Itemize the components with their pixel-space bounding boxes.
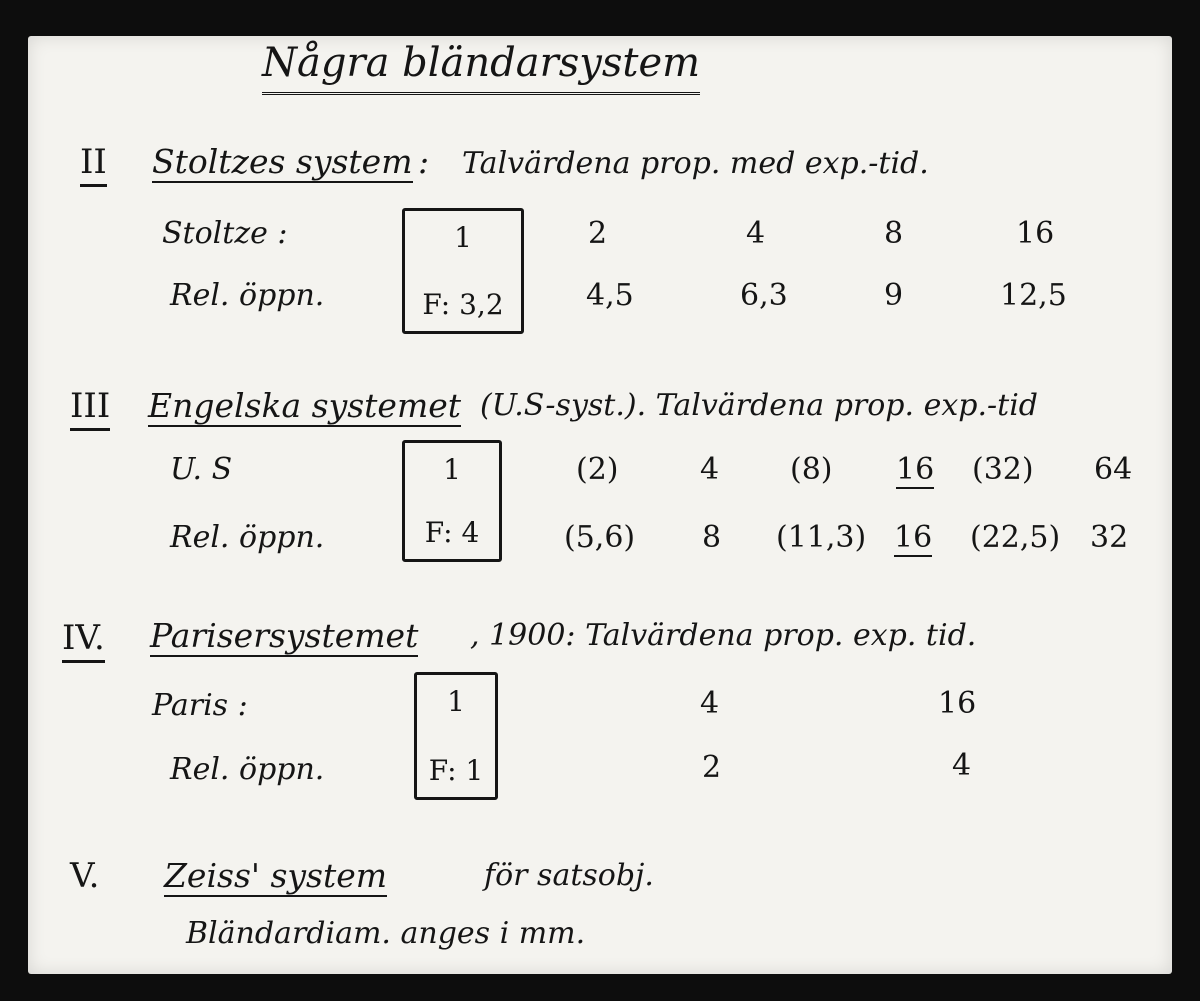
row-label: U. S [170,452,233,487]
table-cell: (22,5) [970,520,1061,555]
section-title: Parisersystemet [150,616,419,655]
table-cell: 6,3 [740,278,788,313]
table-cell: 4 [700,452,720,487]
reference-box [414,672,498,800]
section-number: II [80,142,107,187]
table-cell: 16 [896,452,935,487]
table-cell: (5,6) [564,520,636,555]
section-note: Bländardiam. anges i mm. [186,916,586,951]
table-cell: 8 [884,216,904,251]
section-description: , 1900: Talvärdena prop. exp. tid. [470,618,977,653]
table-cell: 4,5 [586,278,634,313]
row-label: Rel. öppn. [170,278,325,313]
table-cell: 64 [1094,452,1133,487]
row-label: Rel. öppn. [170,752,325,787]
section-description: för satsobj. [484,858,654,893]
box-aperture: F: 3,2 [422,288,504,321]
box-value: 1 [447,685,465,718]
table-cell: (32) [972,452,1034,487]
section-title: Engelska systemet [148,386,462,425]
section-number: IV. [62,618,105,663]
table-cell: (11,3) [776,520,867,555]
row-label: Rel. öppn. [170,520,325,555]
table-cell: 4 [952,748,972,783]
page-title: Några bländarsystem [262,40,700,95]
section-description: (U.S-syst.). Talvärdena prop. exp.-tid [480,388,1038,423]
section-description: Talvärdena prop. med exp.-tid. [462,146,929,181]
table-cell: 32 [1090,520,1129,555]
table-cell: (8) [790,452,833,487]
section-title: Zeiss' system [164,856,388,895]
box-aperture: F: 1 [428,754,484,787]
reference-box [402,440,502,562]
section-number: III [70,386,110,431]
section-title: Stoltzes system [152,142,413,181]
table-cell: 2 [588,216,608,251]
table-cell: 4 [700,686,720,721]
reference-box [402,208,524,334]
table-cell: (2) [576,452,619,487]
table-cell: 2 [702,750,722,785]
table-cell: 16 [938,686,977,721]
table-cell: 8 [702,520,722,555]
row-label: Stoltze : [162,216,288,251]
table-cell: 12,5 [1000,278,1067,313]
table-cell: 16 [1016,216,1055,251]
box-aperture: F: 4 [424,516,480,549]
row-label: Paris : [152,688,248,723]
box-value: 1 [454,221,472,254]
table-cell: 16 [894,520,933,555]
table-cell: 9 [884,278,904,313]
table-cell: 4 [746,216,766,251]
section-number: V. [70,856,100,896]
section-separator: : [418,142,430,181]
box-value: 1 [443,453,461,486]
